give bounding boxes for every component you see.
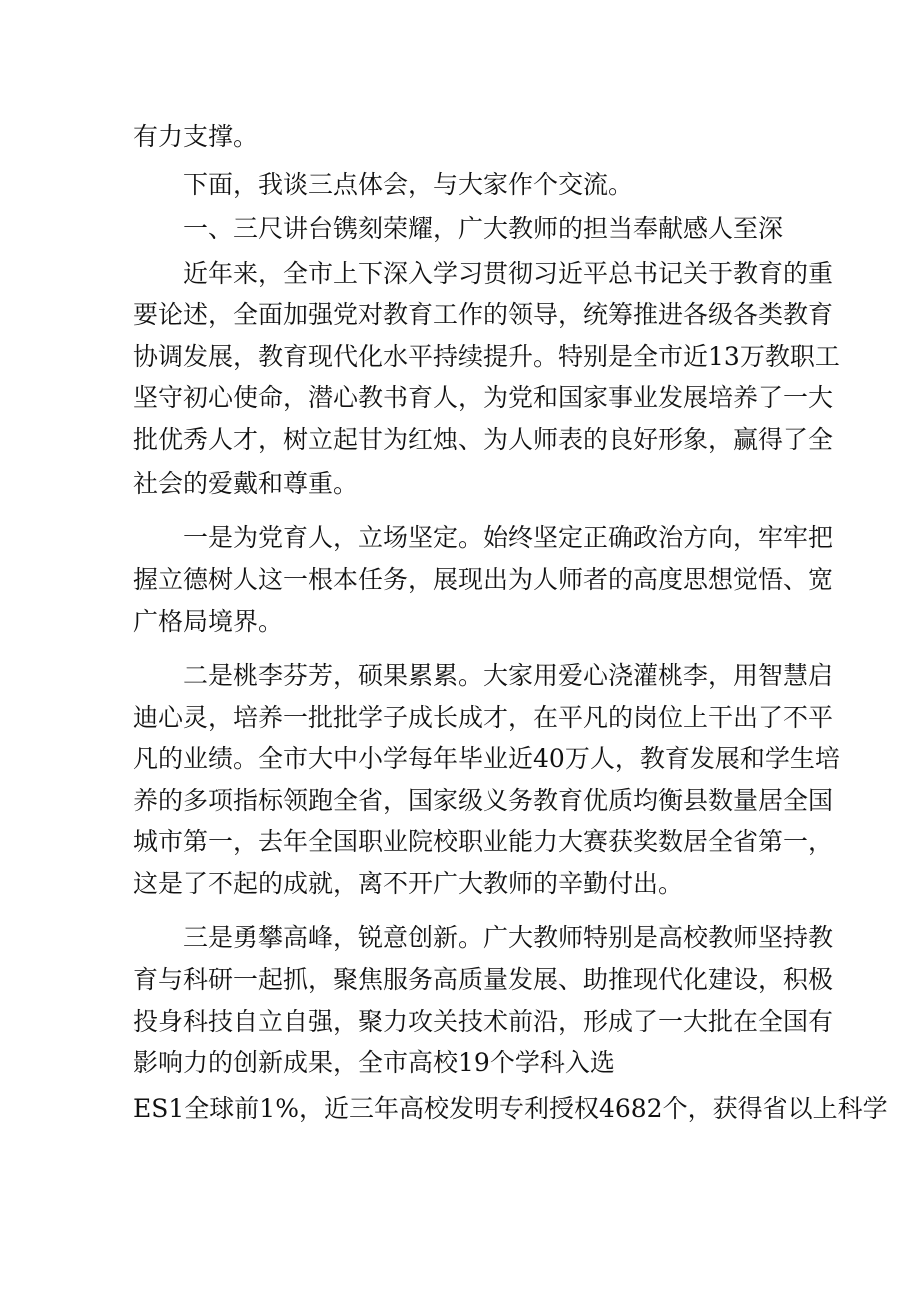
body-line: 广格局境界。	[133, 607, 284, 636]
body-line: 迪心灵，培养一批批学子成长成才，在平凡的岗位上干出了不平	[133, 703, 834, 732]
body-line: 握立德树人这一根本任务，展现出为人师者的高度思想觉悟、宽	[133, 565, 834, 594]
body-line: ES1全球前1%，近三年高校发明专利授权4682个，获得省以上科学	[133, 1094, 888, 1123]
body-line: 三是勇攀高峰，锐意创新。广大教师特别是高校教师坚持教	[183, 923, 834, 952]
body-line: 下面，我谈三点体会，与大家作个交流。	[183, 170, 634, 199]
body-line: 社会的爱戴和尊重。	[133, 469, 359, 498]
body-line: 坚守初心使命，潜心教书育人，为党和国家事业发展培养了一大	[133, 383, 834, 412]
body-line: 有力支撑。	[133, 122, 259, 151]
body-line: 育与科研一起抓，聚焦服务高质量发展、助推现代化建设，积极	[133, 965, 834, 994]
body-line: 二是桃李芬芳，硕果累累。大家用爱心浇灌桃李，用智慧启	[183, 661, 834, 690]
body-line: 批优秀人才，树立起甘为红烛、为人师表的良好形象，赢得了全	[133, 425, 834, 454]
body-line: 养的多项指标领跑全省，国家级义务教育优质均衡县数量居全国	[133, 786, 834, 815]
section-heading: 一、三尺讲台镌刻荣耀，广大教师的担当奉献感人至深	[183, 214, 784, 243]
body-line: 协调发展，教育现代化水平持续提升。特别是全市近13万教职工	[133, 342, 840, 371]
body-line: 近年来，全市上下深入学习贯彻习近平总书记关于教育的重	[183, 259, 834, 288]
body-line: 这是了不起的成就，离不开广大教师的辛勤付出。	[133, 869, 684, 898]
body-line: 投身科技自立自强，聚力攻关技术前沿，形成了一大批在全国有	[133, 1007, 834, 1036]
body-line: 影响力的创新成果，全市高校19个学科入选	[133, 1048, 615, 1077]
body-line: 城市第一，去年全国职业院校职业能力大赛获奖数居全省第一，	[133, 827, 834, 856]
body-line: 一是为党育人，立场坚定。始终坚定正确政治方向，牢牢把	[183, 523, 834, 552]
body-line: 凡的业绩。全市大中小学每年毕业近40万人，教育发展和学生培	[133, 744, 840, 773]
body-line: 要论述，全面加强党对教育工作的领导，统筹推进各级各类教育	[133, 300, 834, 329]
